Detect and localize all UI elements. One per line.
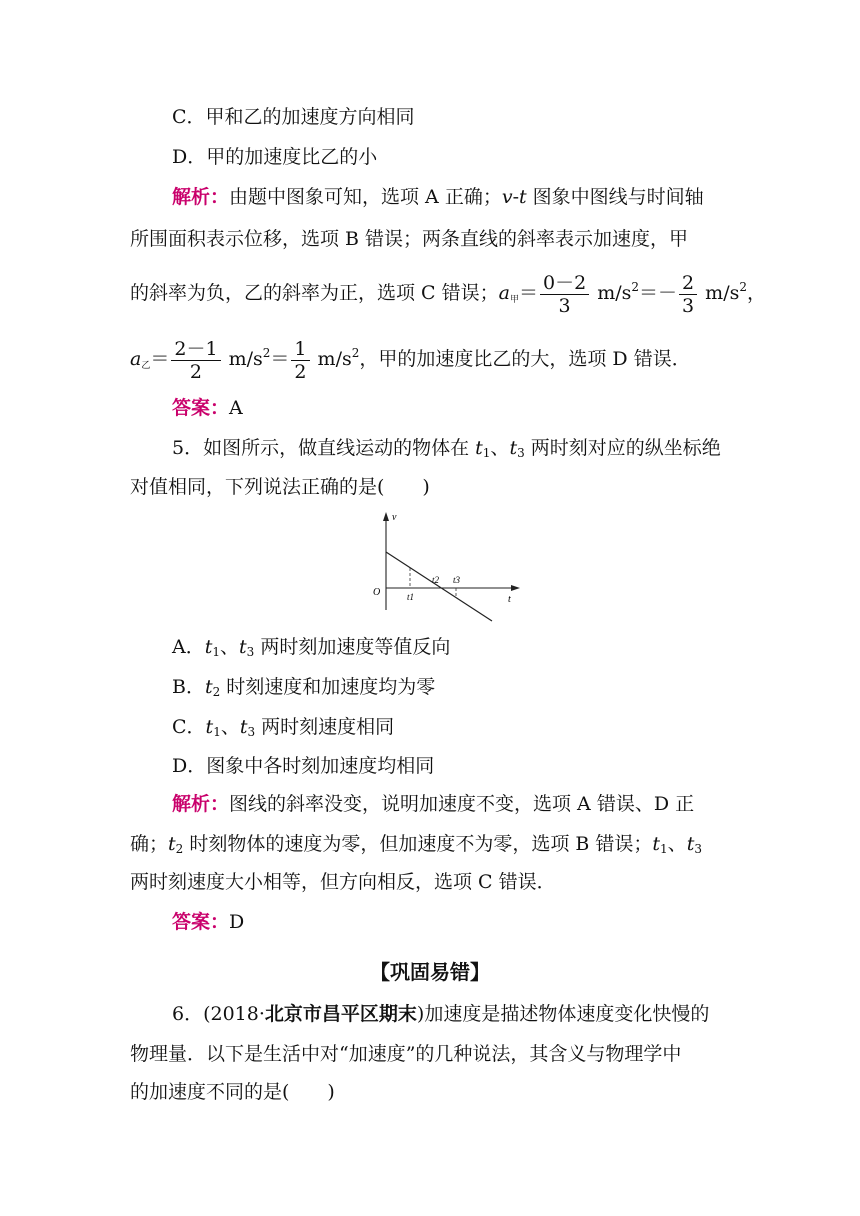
q5-option-d: D．图象中各时刻加速度均相同	[172, 755, 435, 777]
graph-t2-label: t2	[432, 575, 440, 585]
graph-t-label: t	[508, 594, 511, 605]
q4-option-d: D．甲的加速度比乙的小	[172, 146, 378, 168]
velocity-time-graph	[368, 508, 528, 626]
graph-vt-line	[386, 552, 492, 621]
graph-t1-label: t1	[407, 592, 415, 602]
fraction-accel-jia: $\frac{0-2}{3}$	[540, 272, 589, 317]
q4-analysis-line-2: 所围面积表示位移，选项 B 错误；两条直线的斜率表示加速度，甲	[130, 228, 689, 250]
fraction-accel-yi: $\frac{2-1}{2}$	[171, 338, 220, 383]
q5-analysis-line-2: 确；$t_2$ 时刻物体的速度为零，但加速度不为零，选项 B 错误；$t_1$、$t_3$	[130, 833, 702, 856]
q4-analysis-line-4: $a_乙=$ $\frac{2-1}{2}$ $m/s^2=$ $\frac{1}{2}$ $m/s^2$，甲的加速度比乙的大，选项 D 错误．	[130, 337, 691, 383]
fraction-one-half: $\frac{1}{2}$	[291, 338, 309, 383]
q6-stem-line-3: 的加速度不同的是( )	[130, 1081, 335, 1103]
q5-option-a: A．$t_1$、$t_3$ 两时刻加速度等值反向	[172, 636, 451, 659]
q6-source: 北京市昌平区期末	[264, 1003, 417, 1025]
q4-analysis-line-3: 的斜率为负，乙的斜率为正，选项 C 错误；$a_甲=$ $\frac{0-2}{3}$ $m/s^2=-$ $\frac{2}{3}$ $m/s^2$，	[130, 271, 767, 317]
q5-stem-line-1: 5．如图所示，做直线运动的物体在 $t_1$、$t_3$ 两时刻对应的纵坐标绝	[172, 437, 721, 460]
graph-t3-label: t3	[453, 575, 461, 585]
q5-stem-line-2: 对值相同，下列说法正确的是( )	[130, 476, 430, 498]
q6-stem-line-2: 物理量．以下是生活中对“加速度”的几种说法，其含义与物理学中	[130, 1043, 682, 1065]
q5-answer: 答案：D	[172, 911, 245, 933]
graph-t-axis-arrow	[511, 585, 520, 591]
q5-analysis-line-1: 解析：图线的斜率没变，说明加速度不变，选项 A 错误、D 正	[172, 793, 695, 815]
graph-v-label: v	[392, 512, 397, 523]
q5-option-c: C．$t_1$、$t_3$ 两时刻速度相同	[172, 716, 395, 739]
graph-origin-label: O	[373, 587, 381, 598]
q4-analysis-line-1: 解析：由题中图象可知，选项 A 正确；v-t 图象中图线与时间轴	[172, 186, 704, 208]
q4-option-c: C．甲和乙的加速度方向相同	[172, 106, 415, 128]
graph-v-axis-arrow	[383, 512, 389, 521]
q4-analysis-label: 解析：	[172, 186, 230, 208]
q5-option-b: B．$t_2$ 时刻速度和加速度均为零	[172, 676, 436, 699]
fraction-two-thirds: $\frac{2}{3}$	[679, 272, 697, 317]
q5-analysis-line-3: 两时刻速度大小相等，但方向相反，选项 C 错误．	[130, 871, 556, 893]
section-heading: 【巩固易错】	[370, 960, 490, 984]
q6-stem-line-1: 6．(2018·北京市昌平区期末)加速度是描述物体速度变化快慢的	[172, 1003, 710, 1025]
q4-answer: 答案：A	[172, 397, 243, 419]
